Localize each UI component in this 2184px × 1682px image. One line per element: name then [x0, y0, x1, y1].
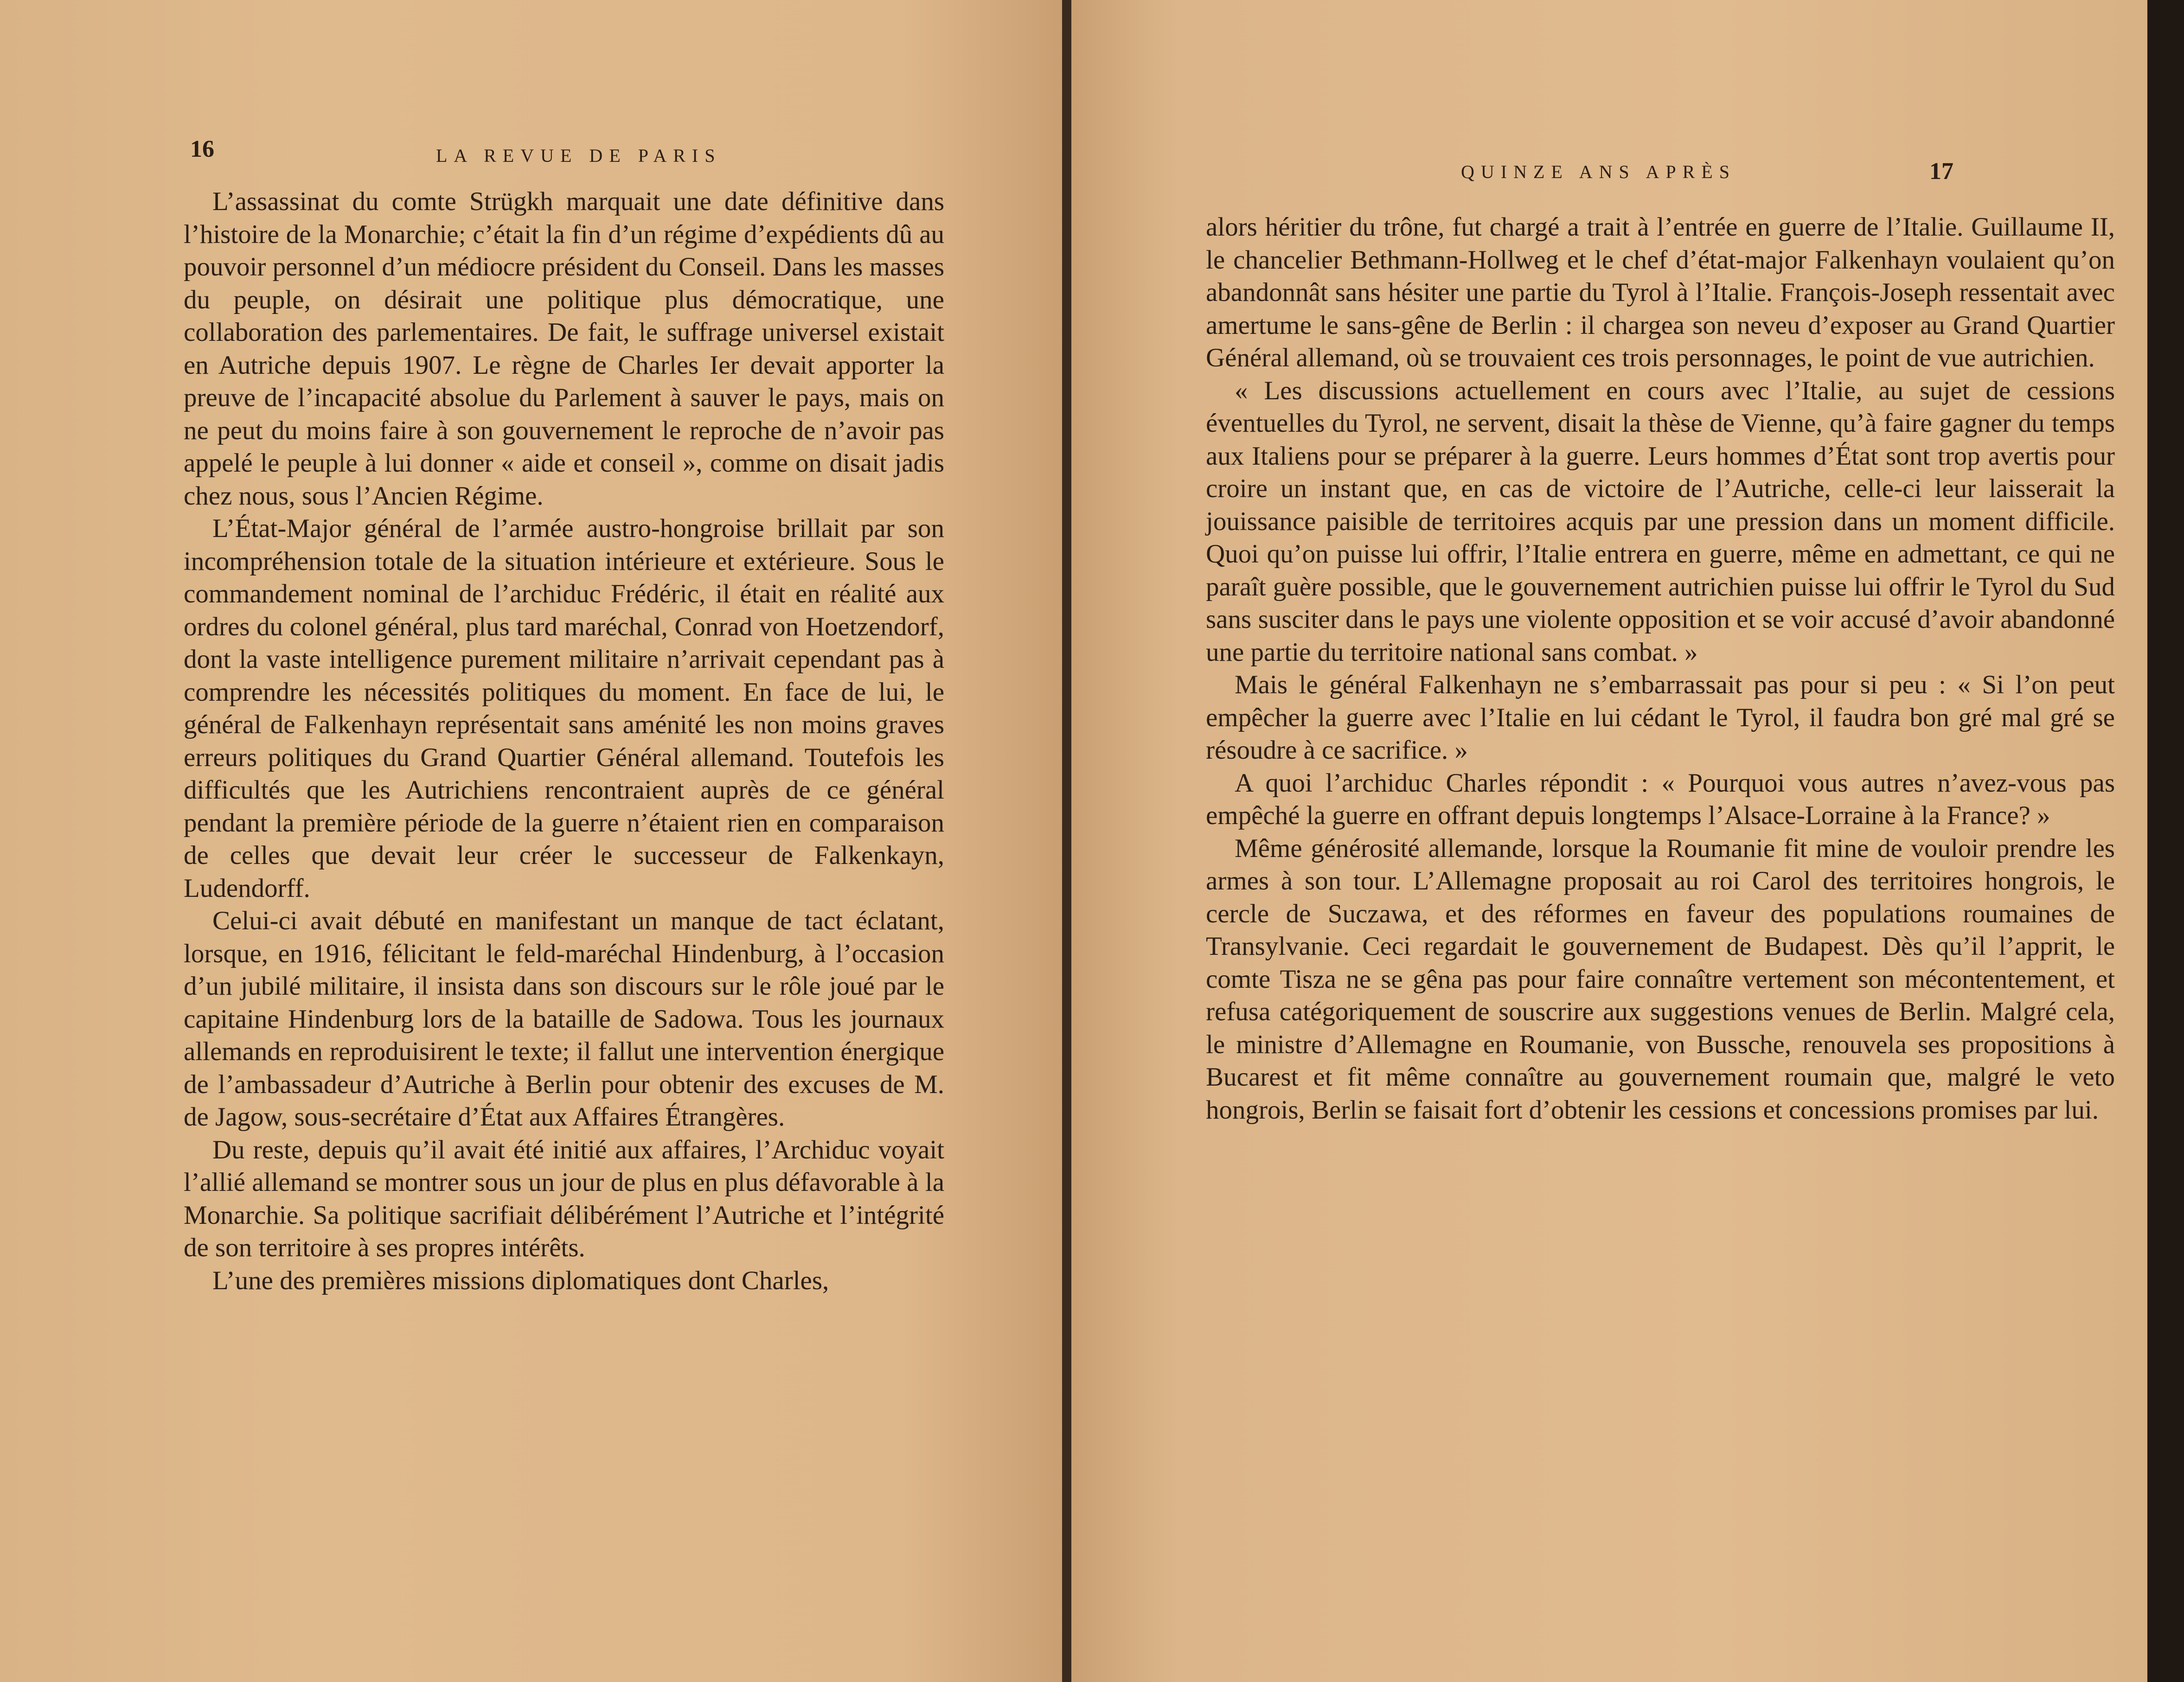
running-head: LA REVUE DE PARIS — [436, 145, 722, 166]
paragraph: alors héritier du trône, fut chargé a trait à l’entrée en guerre de l’Italie. Guillaume II, le chancelier Bethmann-Hollweg et le chef d’état-major Falkenhayn voulaient qu’on abandonnât sans hésiter une partie du Tyrol à l’Italie. François-Joseph ressentait avec amertume le sans-gêne de Berlin : il chargea son neveu d’exposer au Grand Quartier Général allemand, où se trouvaient ces trois personnages, le point de vue autrichien. — [1206, 212, 2115, 372]
book-edge — [2147, 0, 2184, 1682]
left-page — [0, 0, 1062, 1682]
right-page — [1071, 0, 2147, 1682]
paragraph: Du reste, depuis qu’il avait été initié aux affaires, l’Archiduc voyait l’allié allemand se montrer sous un jour de plus en plus défavorable à la Monarchie. Sa politique sacrifiait délibérément l’Autriche et l’intégrité de son territoire à ses propres intérêts. — [184, 1135, 944, 1262]
body-text — [184, 185, 944, 1297]
book-spine — [1062, 0, 1071, 1682]
paragraph: L’assassinat du comte Strügkh marquait une date définitive dans l’histoire de la Monarchie; c’était la fin d’un régime d’expédients dû au pouvoir personnel d’un médiocre président du Conseil. Dans les masses du peuple, on désirait une politique plus démocratique, une collaboration des parlementaires. De fait, le suffrage universel existait en Autriche depuis 1907. Le règne de Charles Ier devait apporter la preuve de l’incapacité absolue du Parlement à sauver le pays, mais on ne peut du moins faire à son gouvernement le reproche de n’avoir pas appelé le peuple à lui donner « aide et conseil », comme on disait jadis chez nous, sous l’Ancien Régime. — [184, 187, 945, 511]
page-number: 16 — [190, 136, 214, 162]
paragraph: L’État-Major général de l’armée austro-hongroise brillait par son incompréhension totale de la situation intérieure et extérieure. Sous le commandement nominal de l’archiduc Frédéric, il était en réalité aux ordres du colonel général, plus tard maréchal, Conrad von Hoetzendorf, dont la vaste intelligence purement militaire n’arrivait cependant pas à comprendre les nécessités politiques du moment. En face de lui, le général de Falkenhayn représentait sans aménité les non moins graves erreurs politiques du Grand Quartier Général allemand. Toutefois les difficultés que les Autrichiens rencontraient auprès de ce général pendant la première période de la guerre n’étaient rien en comparaison de celles que devait leur créer le successeur de Falkenkayn, Ludendorff. — [184, 514, 944, 903]
paragraph: A quoi l’archiduc Charles répondit : « Pourquoi vous autres n’avez-vous pas empêché la guerre en offrant depuis longtemps l’Alsace-Lorraine à la France? » — [1206, 768, 2115, 830]
page-number: 17 — [1929, 158, 1953, 185]
paragraph: Même générosité allemande, lorsque la Roumanie fit mine de vouloir prendre les armes à son tour. L’Allemagne proposait au roi Carol des territoires hongrois, le cercle de Suczawa, et des réformes en faveur des populations roumaines de Transylvanie. Ceci regardait le gouvernement de Budapest. Dès qu’il l’apprit, le comte Tisza ne se gêna pas pour faire connaître vertement son mécontentement, et refusa catégoriquement de souscrire aux suggestions venues de Berlin. Malgré cela, le ministre d’Allemagne en Roumanie, von Bussche, renouvela ses propositions à Bucarest et fit même connaître au gouvernement roumain que, malgré le veto hongrois, Berlin se faisait fort d’obtenir les cessions et concessions promises par lui. — [1206, 833, 2115, 1125]
body-text — [1206, 211, 2115, 1126]
paragraph: « Les discussions actuellement en cours avec l’Italie, au sujet de cessions éventuelles du Tyrol, ne servent, disait la thèse de Vienne, qu’à faire gagner du temps aux Italiens pour se préparer à la guerre. Leurs hommes d’État sont trop avertis pour croire un instant que, en cas de victoire de l’Autriche, celle-ci leur laisserait la jouissance paisible de territoires acquis par une pression dans un moment difficile. Quoi qu’on puisse lui offrir, l’Italie entrera en guerre, même en admettant, ce qui ne paraît guère possible, que le gouvernement autrichien puisse lui offrir le Tyrol du Sud sans susciter dans le pays une violente opposition et se voir accusé d’avoir abandonné une partie du territoire national sans combat. » — [1206, 376, 2115, 667]
running-head: QUINZE ANS APRÈS — [1461, 161, 1736, 182]
paragraph: L’une des premières missions diplomatiques dont Charles, — [212, 1266, 829, 1295]
paragraph: Celui-ci avait débuté en manifestant un manque de tact éclatant, lorsque, en 1916, félicitant le feld-maréchal Hindenburg, à l’occasion d’un jubilé militaire, il insista dans son discours sur le rôle joué par le capitaine Hindenburg lors de la bataille de Sadowa. Tous les journaux allemands en reproduisirent le texte; il fallut une intervention énergique de l’ambassadeur d’Autriche à Berlin pour obtenir des excuses de M. de Jagow, sous-secrétaire d’État aux Affaires Étrangères. — [184, 906, 944, 1132]
paragraph: Mais le général Falkenhayn ne s’embarrassait pas pour si peu : « Si l’on peut empêcher la guerre avec l’Italie en lui cédant le Tyrol, il faudra bon gré mal gré se résoudre à ce sacrifice. » — [1206, 670, 2115, 765]
